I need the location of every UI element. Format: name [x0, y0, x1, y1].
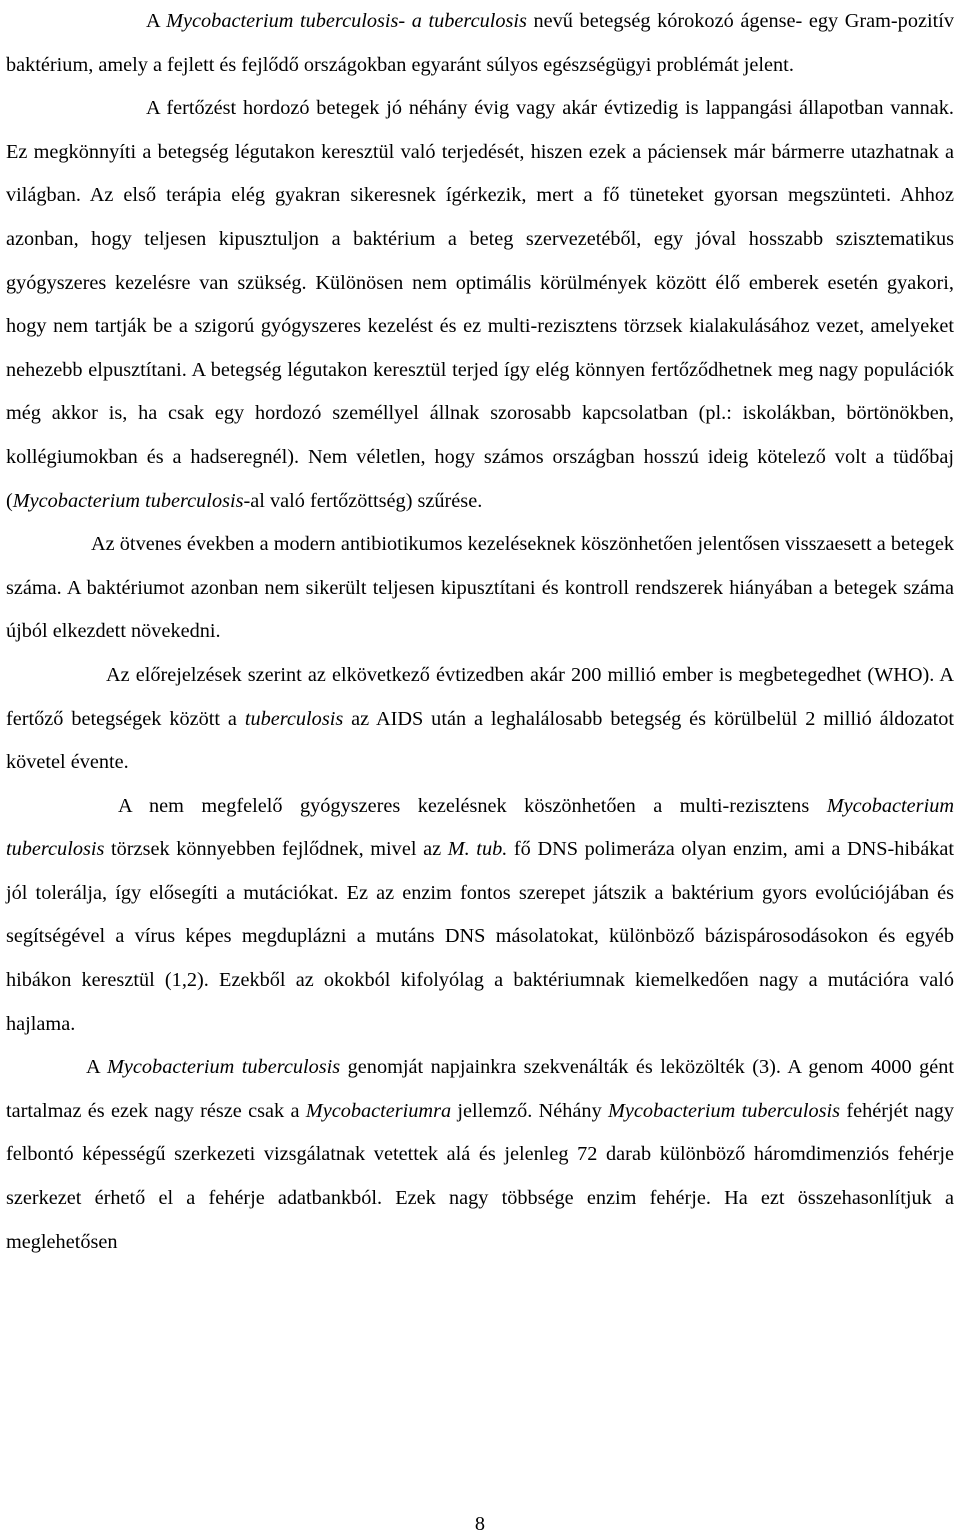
italic-genus-name: Mycobacteriumra — [305, 1099, 452, 1122]
paragraph-2 — [6, 87, 954, 523]
paragraph-5 — [6, 785, 954, 1047]
text-segment: nevű betegség kórokozó ágense- egy Gram-pozitív baktérium, amely a fejlett és fejlődő országokban egyaránt súlyos egészségügyi problémát jelent. — [6, 10, 955, 76]
italic-species-name: Mycobacterium tuberculosis- a tuberculosis — [166, 10, 527, 32]
paragraph-1 — [6, 0, 954, 87]
italic-species-name: Mycobacterium tuberculosis — [107, 1056, 341, 1079]
italic-species-abbrev: M. tub. — [447, 838, 508, 861]
paragraph-3 — [6, 523, 954, 654]
text-segment: törzsek könnyebben fejlődnek, mivel az — [104, 838, 448, 861]
text-segment: az AIDS után a leghalálosabb betegség és körülbelül 2 millió áldozatot követel évente. — [6, 707, 954, 774]
text-segment: A — [146, 10, 167, 32]
text-segment: fehérjét nagy felbontó képességű szerkezeti vizsgálatnak vetettek alá és jelenleg 72 darab különböző háromdimenziós fehérje szerkezet érhető el a fehérje adatbankból. Ezek nagy többsége enzim fehérje. Ha ezt összehasonlítjuk a meglehetősen — [6, 1099, 954, 1253]
document-page — [6, 0, 954, 1264]
text-segment: A fertőzést hordozó betegek jó néhány évig vagy akár évtizedig is lappangási állapotban vannak. Ez megkönnyíti a betegség légutakon keresztül való terjedését, hiszen ezek a páciensek már bármerre utazhatnak a világban. Az első terápia elég gyakran sikeresnek ígérkezik, mert a fő tüneteket gyorsan megszünteti. Ahhoz azonban, hogy teljesen kipusztuljon a baktérium a beteg szervezetéből, egy jóval hosszabb szisztematikus gyógyszeres kezelésre van szükség. Különösen nem optimális körülmények között élő emberek esetén gyakori, hogy nem tartják be a szigorú gyógyszeres kezelést és ez multi-rezisztens törzsek kialakulásához vezet, amelyeket nehezebb elpusztítani. A betegség légutakon keresztül terjed így elég könnyen fertőződhetnek meg nagy populációk még akkor is, ha csak egy hordozó személlyel állnak szorosabb kapcsolatban (pl.: iskolákban, börtönökben, kollégiumokban és a hadseregnél). Nem véletlen, hogy számos országban hosszú ideig kötelező volt a tüdőbaj ( — [6, 97, 954, 512]
text-segment: Az ötvenes években a modern antibiotikumos kezeléseknek köszönhetően jelentősen visszaesett a betegek száma. A baktériumot azonban nem sikerült teljesen kipusztítani és kontroll rendszerek hiányában a betegek száma újból elkezdett növekedni. — [6, 533, 954, 643]
page-number: 8 — [474, 1513, 486, 1535]
text-segment: Az előrejelzések szerint az elkövetkező évtizedben akár 200 millió ember is megbetegedhet (WHO). A fertőző betegségek között a — [6, 663, 954, 730]
text-segment: A — [86, 1056, 108, 1079]
italic-species-name: tuberculosis — [244, 707, 344, 730]
paragraph-6 — [6, 1046, 954, 1264]
paragraph-4 — [6, 654, 954, 785]
italic-species-name: Mycobacterium tuberculosis — [12, 489, 244, 512]
text-segment: jellemző. Néhány — [451, 1099, 609, 1122]
text-segment: genomját napjainkra szekvenálták és leközölték (3). A genom 4000 gént tartalmaz és ezek nagy része csak a — [6, 1056, 954, 1122]
italic-species-name: Mycobacterium tuberculosis — [6, 794, 954, 861]
text-segment: -al való fertőzöttség) szűrése. — [243, 489, 483, 512]
italic-species-name: Mycobacterium tuberculosis — [608, 1099, 841, 1122]
text-segment: fő DNS polimeráza olyan enzim, ami a DNS-hibákat jól tolerálja, így elősegíti a mutációkat. Ez az enzim fontos szerepet játszik a baktérium gyors evolúciójában és segítségével a vírus képes megduplázni a mutáns DNS másolatokat, különböző bázispárosodásokon és egyéb hibákon keresztül (1,2). Ezekből az okokból kifolyólag a baktériumnak kiemelkedően nagy a mutációra való hajlama. — [6, 838, 954, 1035]
text-segment: A nem megfelelő gyógyszeres kezelésnek köszönhetően a multi-rezisztens — [118, 794, 827, 817]
